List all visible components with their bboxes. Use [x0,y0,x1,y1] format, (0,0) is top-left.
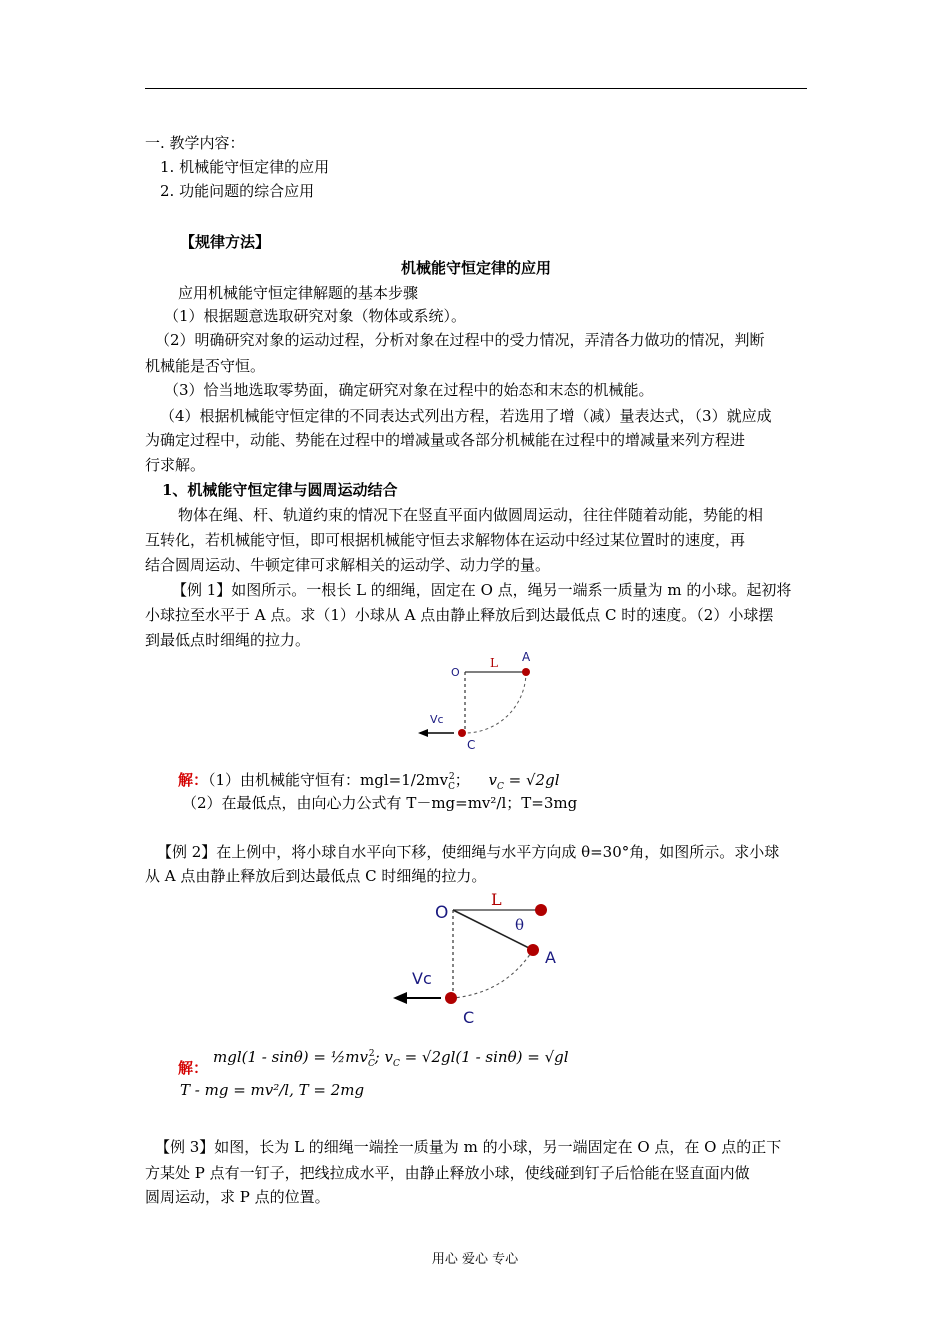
arc-path [453,950,533,998]
semicolon: ； [454,771,470,789]
formula-rest: = √2gl [503,771,560,789]
label-a: A [545,948,556,967]
label-l: L [490,656,498,670]
center-title: 机械能守恒定律的应用 [400,259,551,277]
step-2-line-2: 机械能是否守恒。 [145,357,266,375]
subscript: C [392,1059,400,1069]
example-3-line-1: 【例 3】如图，长为 L 的细绳一端拴一质量为 m 的小球，另一端固定在 O 点，在 O 点的正下 [155,1138,782,1156]
example-3-line-2: 方某处 P 点有一钉子，把线拉成水平，由静止释放小球，使线碰到钉子后恰能在竖直面内做 [145,1164,750,1182]
list-item: 1. 机械能守恒定律的应用 [160,158,330,176]
label-c: C [463,1008,475,1027]
step-3: （3）恰当地选取零势面，确定研究对象在过程中的始态和末态的机械能。 [164,381,654,399]
pendulum-figure-1 [410,645,550,757]
superscript: 2 [448,772,455,782]
example-1-line-2: 小球拉至水平于 A 点。求（1）小球从 A 点由静止释放后到达最低点 C 时的速度。（2）小球摆 [145,606,774,624]
example-2-line-2: 从 A 点由静止释放后到达最低点 C 时细绳的拉力。 [145,867,487,885]
solution-2: （2）在最低点，由向心力公式有 T－mg=mv²/l；T=3mg [182,794,578,812]
label-c: C [467,738,476,752]
label-vc: Vc [412,969,432,988]
label-a: A [522,650,531,664]
para-line: 互转化，若机械能守恒，即可根据机械能守恒去求解物体在运动中经过某位置时的速度，再 [145,531,746,549]
step-4-line-2: 为确定过程中，动能、势能在过程中的增减量或各部分机械能在过程中的增减量来列方程进 [145,431,746,449]
step-4-line-3: 行求解。 [145,456,206,474]
label-theta: θ [515,916,525,934]
solution-text: （1）由机械能守恒有：mgl=1/2mv [208,771,449,789]
ball-a [527,944,539,956]
para-line: 结合圆周运动、牛顿定律可求解相关的运动学、动力学的量。 [145,556,551,574]
formula-v: v [488,771,497,789]
step-1: （1）根据题意选取研究对象（物体或系统）。 [164,307,467,325]
solution-2-eq2: T - mg = mv²/l, T = 2mg [180,1081,365,1099]
arrow-head-icon [418,729,428,737]
pendulum-figure-2 [385,893,570,1028]
label-vc: Vc [430,713,444,726]
label-o: O [435,903,449,923]
example-3-line-3: 圆周运动，求 P 点的位置。 [145,1188,330,1206]
label-o: O [451,666,460,679]
arrow-head-icon [393,992,407,1004]
equation-part: ; v [374,1048,393,1066]
para-line: 物体在绳、杆、轨道约束的情况下在竖直平面内做圆周运动，往往伴随着动能，势能的相 [178,506,764,524]
header-rule [145,88,807,89]
equation-part: = √2gl(1 - sinθ) = √gl [399,1048,569,1066]
step-2-line-1: （2）明确研究对象的运动过程，分析对象在过程中的受力情况，弄清各力做功的情况，判断 [155,331,765,349]
subscript: C [368,1059,375,1069]
equation-part: mgl(1 - sinθ) = ½mv [213,1048,369,1066]
example-1-line-1: 【例 1】如图所示。一根长 L 的细绳，固定在 O 点，绳另一端系一质量为 m 的小球。起初将 [172,581,792,599]
footer: 用心 爱心 专心 [431,1252,519,1267]
arc-path [465,672,526,733]
label-l: L [491,893,502,909]
formula-sub: C [497,782,504,792]
method-heading: 【规律方法】 [180,233,271,251]
ball-a [522,668,530,676]
ball-c [445,992,457,1004]
list-item: 2. 功能问题的综合应用 [160,182,315,200]
subscript: C [448,782,455,792]
example-1-line-3: 到最低点时细绳的拉力。 [145,631,311,649]
step-4-line-1: （4）根据机械能守恒定律的不同表达式列出方程，若选用了增（减）量表达式，（3）就应成 [160,407,772,425]
steps-intro: 应用机械能守恒定律解题的基本步骤 [178,284,419,302]
solution-label: 解： [178,771,209,789]
ball-c [458,729,466,737]
ball-top [535,904,547,916]
sub-heading: 1、机械能守恒定律与圆周运动结合 [162,481,398,499]
superscript: 2 [368,1049,375,1059]
formula-vc [488,771,560,792]
section-title: 一. 教学内容： [145,134,245,152]
solution-2-label: 解： [178,1059,209,1077]
example-2-line-1: 【例 2】在上例中，将小球自水平向下移，使细绳与水平方向成 θ=30°角，如图所示。求小球 [157,843,780,861]
